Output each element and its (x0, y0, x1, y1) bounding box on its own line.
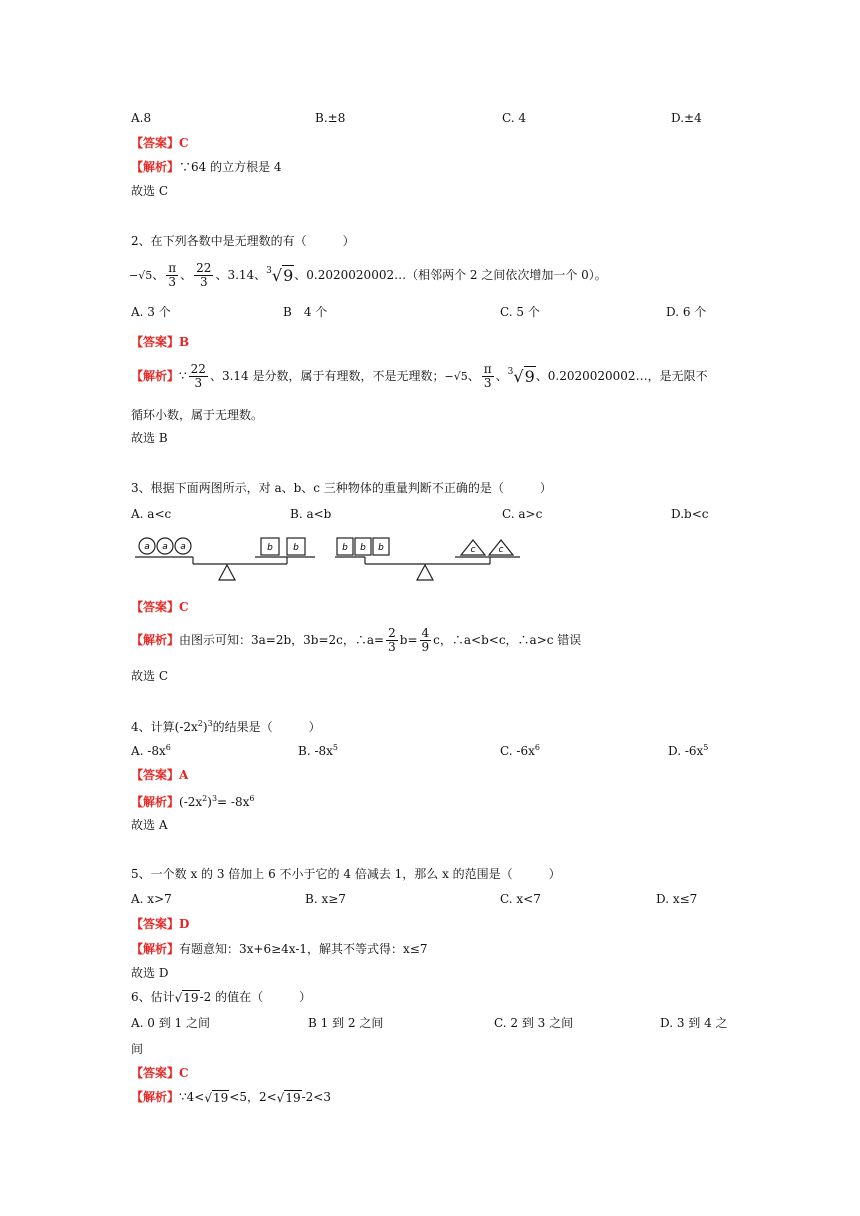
q3-stem: 3、根据下面两图所示，对 a、b、c 三种物体的重量判断不正确的是（ ） (131, 481, 552, 495)
explain-text: ∵64 的立方根是 4 (179, 160, 282, 174)
q3-option-a: A. a<c (131, 507, 172, 521)
fraction-pi-over-3: $\frac{\pi}{3}$ (168, 260, 177, 289)
answer-label: 【答案】 (131, 1066, 180, 1080)
answer-value: A (179, 768, 189, 782)
answer-label: 【答案】 (131, 136, 180, 150)
q1-option-c: C. 4 (502, 111, 527, 125)
answer-value: C (179, 600, 189, 614)
q5-stem: 5、一个数 x 的 3 倍加上 6 不小于它的 4 倍减去 1，那么 x 的范围是（ ） (131, 867, 561, 881)
q4-explanation: 【解析】$(-2x^2)^3= -8x^6$ (131, 794, 255, 809)
fraction-4-over-9: $\frac{4}{9}$ (421, 625, 430, 654)
explain-label: 【解析】 (131, 633, 180, 647)
q3-option-b: B. a<b (290, 507, 332, 521)
fraction-pi-over-3: $\frac{\pi}{3}$ (483, 361, 492, 390)
explain-text-2: 、0.2020020002…，是无限不 (535, 369, 708, 383)
fraction-22-over-3: $\frac{22}{3}$ (190, 361, 206, 390)
q5-explanation: 【解析】有题意知：3x+6≥4x-1，解其不等式得：x≤7 (131, 942, 428, 956)
answer-label: 【答案】 (131, 335, 180, 349)
q1-option-d: D.±4 (671, 111, 702, 125)
explain-text-2: b= (399, 633, 418, 647)
explain-text-1: 、3.14 是分数，属于有理数，不是无理数； (209, 369, 445, 383)
separator: 、 (495, 369, 508, 383)
q6-option-b: B 1 到 2 之间 (308, 1016, 384, 1030)
q1-option-a: A.8 (131, 111, 152, 125)
q5-option-a: A. x>7 (131, 892, 172, 906)
q4-conclusion: 故选 A (131, 818, 168, 832)
separator: 、 (152, 268, 165, 282)
explain-label: 【解析】 (131, 1090, 180, 1104)
q3-answer (131, 601, 189, 613)
q2-explanation-line2: 循环小数，属于无理数。 (131, 408, 264, 422)
q4-answer (131, 769, 188, 781)
answer-value: C (179, 136, 189, 150)
sqrt-19: √19 (204, 1090, 229, 1105)
q5-answer (131, 918, 189, 930)
weight-b: b (267, 543, 273, 553)
separator: 、 (180, 268, 193, 282)
weight-a: a (144, 542, 150, 552)
q6-option-d-wrap: 间 (131, 1042, 144, 1056)
weight-b: b (342, 543, 348, 553)
q6-option-d: D. 3 到 4 之 (660, 1016, 728, 1030)
q3-option-d: D.b<c (671, 507, 709, 521)
q2-option-a: A. 3 个 (131, 305, 171, 319)
answer-value: B (179, 335, 190, 349)
q6-explanation: 【解析】∵4<√19<5，2<√19-2<3 (131, 1090, 331, 1105)
q6-option-c: C. 2 到 3 之间 (494, 1016, 574, 1030)
q4-option-a: A. $-8x^6$ (131, 743, 171, 758)
explain-label: 【解析】 (131, 942, 180, 956)
weight-a: a (180, 542, 186, 552)
q3-explanation (131, 622, 581, 658)
answer-label: 【答案】 (131, 600, 180, 614)
q6-option-a: A. 0 到 1 之间 (131, 1016, 211, 1030)
explain-label: 【解析】 (131, 369, 180, 383)
explain-label: 【解析】 (131, 160, 180, 174)
q4-option-b: B. $-8x^5$ (298, 743, 338, 758)
weight-c: c (470, 545, 476, 555)
q2-option-d: D. 6 个 (666, 305, 707, 319)
explain-text-3: c，∴a<b<c，∴a>c 错误 (433, 633, 582, 647)
q1-explanation (131, 161, 282, 173)
answer-value: C (179, 1066, 189, 1080)
q2-option-b: B 4 个 (283, 305, 328, 319)
number-rest: 、0.2020020002…（相邻两个 2 之间依次增加一个 0）。 (294, 268, 607, 282)
q6-stem: 6、估计√19-2 的值在（ ） (131, 990, 312, 1005)
q1-option-b: B.±8 (315, 111, 346, 125)
q4-option-d: D. $-6x^5$ (668, 743, 709, 758)
q2-numbers (129, 258, 607, 292)
weight-a: a (162, 542, 168, 552)
q5-option-b: B. x≥7 (305, 892, 346, 906)
sqrt-19: √19 (276, 1090, 301, 1105)
q3-option-c: C. a>c (502, 507, 543, 521)
answer-label: 【答案】 (131, 917, 180, 931)
number-3-14: 、3.14、 (215, 268, 267, 282)
fraction-2-over-3: $\frac{2}{3}$ (388, 625, 396, 654)
q2-conclusion: 故选 B (131, 431, 168, 445)
cube-root-9: $^3$√9 (507, 366, 535, 386)
explain-label: 【解析】 (131, 795, 180, 809)
q5-option-c: C. x<7 (500, 892, 541, 906)
q2-answer (131, 336, 189, 348)
weight-c: c (498, 545, 504, 555)
q4-option-c: C. $-6x^6$ (500, 743, 540, 758)
q6-answer (131, 1067, 189, 1079)
q2-stem: 2、在下列各数中是无理数的有（ ） (131, 234, 355, 248)
neg-sqrt5: −√5 (129, 268, 153, 282)
q5-conclusion: 故选 D (131, 966, 169, 980)
q3-conclusion: 故选 C (131, 669, 168, 683)
q1-answer (131, 137, 189, 149)
sqrt-19: √19 (174, 990, 199, 1005)
weight-b: b (360, 543, 366, 553)
balance-scales-figure (125, 530, 525, 586)
because-sign: ∵ (179, 369, 187, 383)
cube-root-9: $^3$√9 (266, 265, 294, 285)
separator: 、 (467, 369, 480, 383)
q2-explanation (131, 358, 708, 394)
q2-option-c: C. 5 个 (500, 305, 540, 319)
answer-label: 【答案】 (131, 768, 180, 782)
q5-option-d: D. x≤7 (656, 892, 698, 906)
weight-b: b (293, 543, 299, 553)
fraction-22-over-3: $\frac{22}{3}$ (196, 260, 212, 289)
explain-text-1: 由图示可知：3a=2b，3b=2c，∴a= (179, 633, 385, 647)
q1-conclusion: 故选 C (131, 184, 168, 198)
neg-sqrt5: −√5 (444, 369, 468, 383)
expression: $(-2x^2)^3$ (174, 719, 213, 734)
answer-value: D (179, 917, 190, 931)
q4-stem: 4、计算$(-2x^2)^3$的结果是（ ） (131, 719, 321, 734)
weight-b: b (378, 543, 384, 553)
